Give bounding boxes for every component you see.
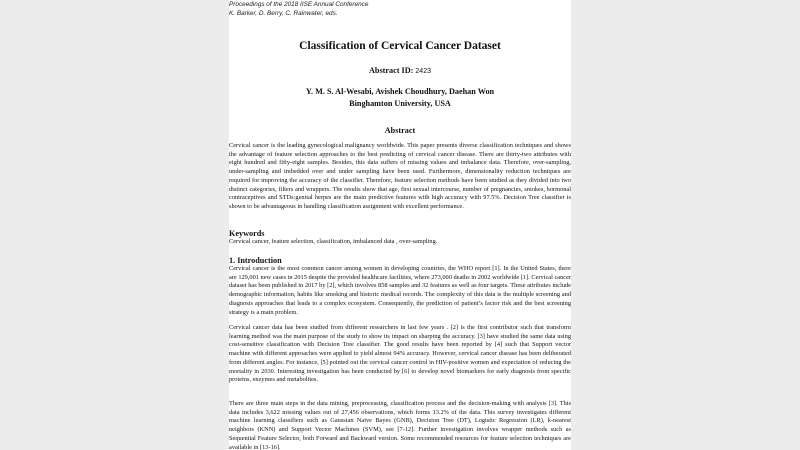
- affiliation: Binghamton University, USA: [349, 98, 451, 108]
- proceedings-title: Proceedings of the 2018 IISE Annual Conference: [229, 1, 369, 8]
- abstract-id: [229, 66, 571, 75]
- introduction-heading: 1. Introduction: [229, 256, 282, 265]
- proceedings-header: [229, 0, 571, 18]
- paper-page: [229, 0, 571, 450]
- intro-paragraph-1: Cervical cancer is the most common cancer among women in developing countries, the WHO report [1]. In the United States, there are 129,001 new cases in 2015 despite the provided healthcare facilities, where 273,000 deaths in 2002 worldwide [1]. Cervical cancer dataset has been published in 2017 by [2], which involves 858 samples and 32 features as well as four targets. These attributes include demographic information, habits like smoking and historic medical records. The complexity of this data is the multiple screening and diagnosis approaches that leads to a complex ecosystem. Consequently, the prediction of patient’s factor risk and the best screening strategy is a main problem.: [229, 265, 571, 316]
- proceedings-editors: K. Barker, D. Berry, C. Rainwater, eds.: [229, 10, 338, 17]
- author-block: [229, 86, 571, 109]
- paper-title: Classification of Cervical Cancer Dataset: [299, 40, 501, 52]
- intro-paragraph-2: Cervical cancer data has been studied from different researchers in last few years . [2] is the first contributor such that transform learning method was the main purpose of the study to show its impact on sharping the accuracy. [3] have studied the same data using cost-sensitive classification with Decision Tree classifier. The good results have been reported by [4] such that Support vector machine with different approaches were applied to yield almost 94% accuracy. However, cervical cancer disease has been deliberated from different angles. For instance, [5] pointed out the cervical cancer control in HIV-positive women and expectation of reducing the mortality in 2030. Interesting investigation has been conducted by [6] to develop novel biomarkers for early diagnosis from specific proteins, enzymes and metabolites.: [229, 324, 571, 384]
- authors: Y. M. S. Al-Wesabi, Avishek Choudhury, Daehan Won: [305, 87, 495, 96]
- abstract-id-label: Abstract ID:: [369, 66, 414, 75]
- keywords-text: Cervical cancer, feature selection, classification, imbalanced data , over-sampling.: [229, 238, 438, 245]
- keywords-heading: Keywords: [229, 229, 265, 238]
- intro-paragraph-3: There are three main steps in the data mining, preprocessing, classification process and the decision-making with analysis [3]. This data includes 3,622 missing values out of 27,456 observations, which forms 13.2% of the data. This survey investigates different machine learning classifiers such as Gaussian Naive Bayes (GNB), Decision Tree (DT), Logistic Regression (LR), k-nearest neighbors (KNN) and Support Vector Machines (SVM), see [7-12]. Further investigation involves wrapper methods such as Sequential Feature Selector, both Forward and Backward version. Some recommended resources for feature selection techniques are available in [13-16].: [229, 400, 571, 450]
- abstract-text: Cervical cancer is the leading gynecological malignancy worldwide. This paper presents diverse classification techniques and shows the advantage of feature selection approaches to the best predicting of cervical cancer disease. There are thirty-two attributes with eight hundred and fifty-eight samples. Besides, this data suffers of missing values and imbalance data. Therefore, over-sampling, under-sampling and imbedded over and under sampling have been used. Furthermore, dimensionality reduction techniques are required for improving the accuracy of the classifier. Therefore, feature selection methods have been studied as they divided into two distinct categories, filters and wrappers. The results show that age, first sexual intercourse, number of pregnancies, smokes, hormonal contraceptives and STDs:genital herpes are the main predictive features with high accuracy with 97.5%. Decision Tree classifier is shown to be advantageous in handling classification assignment with excellent performance.: [229, 142, 571, 210]
- abstract-heading: Abstract: [384, 126, 416, 135]
- abstract-id-value: 2423: [415, 68, 431, 75]
